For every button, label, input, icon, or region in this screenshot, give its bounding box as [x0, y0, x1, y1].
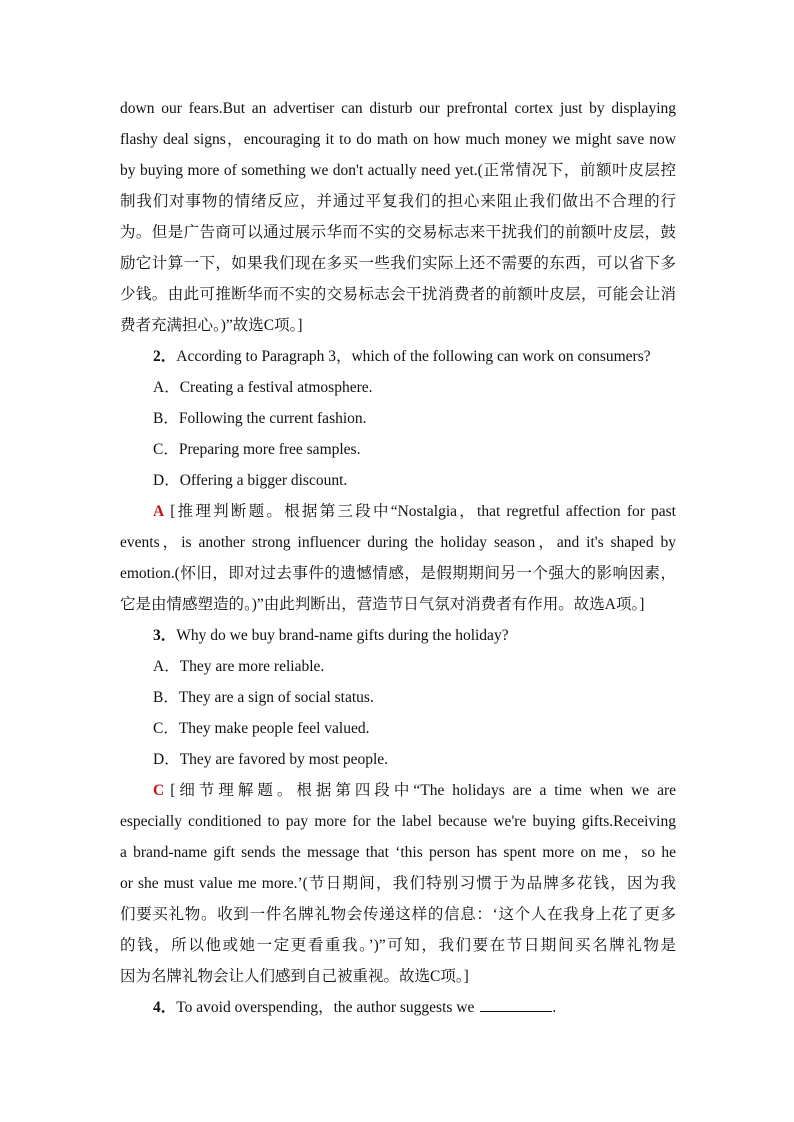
option-a: A．Creating a festival atmosphere. — [153, 379, 373, 396]
question-text: To avoid overspending，the author suggests we — [176, 999, 475, 1016]
answer-letter: C — [153, 782, 165, 799]
explanation-line: or she must value me more.’(节日期间，我们特别习惯于为品牌多花钱，因为我 — [120, 875, 676, 892]
text-line: 费者充满担心。)”故选C项。] — [120, 317, 303, 334]
question-text: According to Paragraph 3，which of the following can work on consumers? — [176, 348, 651, 365]
explanation-line: emotion.(怀旧，即对过去事件的遗憾情感，是假期期间另一个强大的影响因素， — [120, 565, 676, 582]
explanation-line: especially conditioned to pay more for the label because we're buying gifts.Receiving — [120, 813, 676, 830]
option-d: D．Offering a bigger discount. — [153, 472, 348, 489]
explanation-line — [120, 496, 676, 527]
question-text: Why do we buy brand-name gifts during the holiday? — [176, 627, 509, 644]
option-a: A．They are more reliable. — [153, 658, 325, 675]
question-number: 4． — [153, 999, 177, 1016]
option-c: C．They make people feel valued. — [153, 720, 370, 737]
question-stem — [120, 992, 676, 1023]
question-number: 2． — [153, 348, 177, 365]
explanation-line: a brand-name gift sends the message that ‘this person has spent more on me，so he — [120, 844, 676, 861]
explanation-text: [细节理解题。根据第四段中“The holidays are a time when we are — [170, 782, 676, 799]
explanation-line — [120, 775, 676, 806]
explanation-line: 它是由情感塑造的。)”由此判断出，营造节日气氛对消费者有作用。故选A项。] — [120, 596, 645, 613]
question-stem — [120, 341, 676, 372]
text-line: 励它计算一下，如果我们现在多买一些我们实际上还不需要的东西，可以省下多 — [120, 255, 676, 272]
explanation-line: events，is another strong influencer during the holiday season，and it's shaped by — [120, 534, 676, 551]
text-line: 制我们对事物的情绪反应，并通过平复我们的担心来阻止我们做出不合理的行 — [120, 193, 676, 210]
question-3 — [120, 620, 676, 992]
text-line: flashy deal signs，encouraging it to do math on how much money we might save now — [120, 131, 676, 148]
explanation-line: 的钱，所以他或她一定更看重我。’)”可知，我们要在节日期间买名牌礼物是 — [120, 937, 676, 954]
question-number: 3． — [153, 627, 177, 644]
answer-blank — [480, 997, 552, 1012]
intro-explanation — [120, 93, 676, 341]
text-line: by buying more of something we don't actually need yet.(正常情况下，前额叶皮层控 — [120, 162, 676, 179]
explanation-line: 因为名牌礼物会让人们感到自己被重视。故选C项。] — [120, 968, 469, 985]
option-b: B．Following the current fashion. — [153, 410, 367, 427]
option-c: C．Preparing more free samples. — [153, 441, 361, 458]
explanation-text: [推理判断题。根据第三段中“Nostalgia，that regretful affection for past — [170, 503, 676, 520]
question-stem — [120, 620, 676, 651]
question-2 — [120, 341, 676, 620]
text-line: down our fears.But an advertiser can disturb our prefrontal cortex just by displaying — [120, 100, 676, 117]
text-line: 为。但是广告商可以通过展示华而不实的交易标志来干扰我们的前额叶皮层，鼓 — [120, 224, 676, 241]
question-end-punct: . — [552, 999, 557, 1016]
document-content — [120, 93, 676, 1023]
option-d: D．They are favored by most people. — [153, 751, 389, 768]
answer-letter: A — [153, 503, 165, 520]
option-b: B．They are a sign of social status. — [153, 689, 374, 706]
question-4 — [120, 992, 676, 1023]
explanation-line: 们要买礼物。收到一件名牌礼物会传递这样的信息：‘这个人在我身上花了更多 — [120, 906, 676, 923]
text-line: 少钱。由此可推断华而不实的交易标志会干扰消费者的前额叶皮层，可能会让消 — [120, 286, 676, 303]
